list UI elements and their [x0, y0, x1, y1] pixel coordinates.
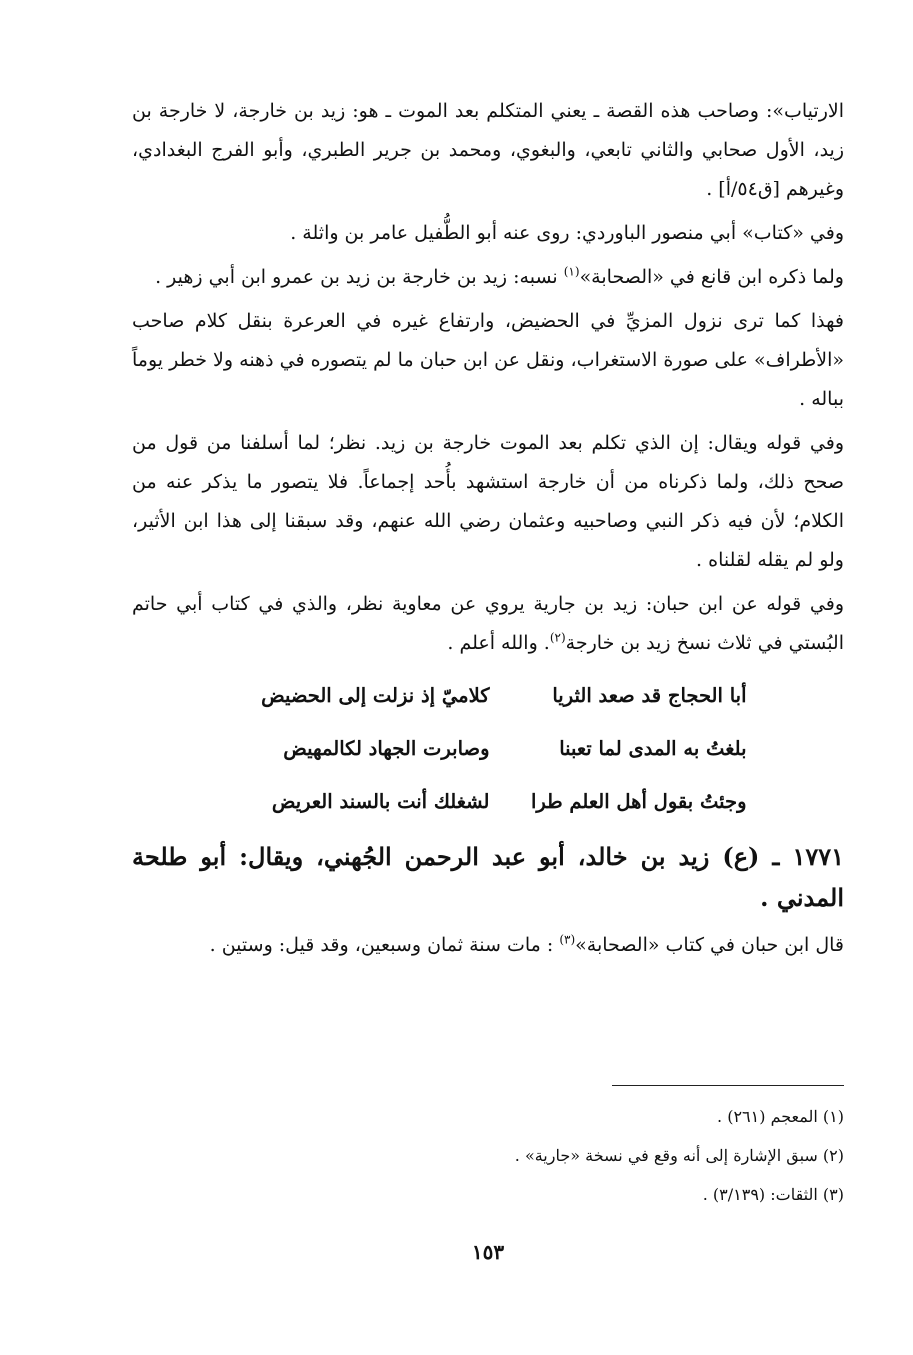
verse-first-hemistich: بلغتُ به المدى لما تعبنا	[559, 737, 747, 760]
paragraph-4: فهذا كما ترى نزول المزيِّ في الحضيض، وارتفاع غيره في العرعرة بنقل كلام صاحب «الأطراف» على صورة الاستغراب، ونقل عن ابن حبان ما لم يتصوره في ذهنه ولا خطر يوماً بباله .	[132, 310, 844, 410]
poem-verse	[132, 669, 844, 722]
page	[132, 92, 844, 1342]
verse-second-hemistich: كلاميّ إذ نزلت إلى الحضيض	[261, 684, 490, 707]
poem	[132, 669, 844, 828]
paragraph-3-text-b: نسبه: زيد بن خارجة بن زيد بن عمرو ابن أبي زهير .	[155, 266, 564, 288]
poem-verse	[132, 775, 844, 828]
paragraph-6	[132, 585, 844, 663]
paragraph-7-text-a: قال ابن حبان في كتاب «الصحابة»	[575, 934, 844, 956]
paragraph-6-text-b: . والله أعلم .	[447, 632, 550, 654]
footnote-ref-2[interactable]: (٢)	[549, 630, 566, 645]
paragraph-5: وفي قوله ويقال: إن الذي تكلم بعد الموت خارجة بن زيد. نظر؛ لما أسلفنا من قول من صحح ذلك، ولما ذكرناه من أن خارجة استشهد بأُحد إجماعاً. فلا يتصور ما يذكر عنه من الكلام؛ لأن فيه ذكر النبي وصاحبيه وعثمان رضي الله عنهم، وقد سبقنا إلى هذا ابن الأثير، ولو لم يقله لقلناه .	[132, 432, 844, 571]
verse-first-hemistich: أبا الحجاج قد صعد الثريا	[552, 684, 747, 707]
footnote-1: (١) المعجم (٢٦١) .	[717, 1107, 844, 1126]
footnotes	[132, 1097, 844, 1214]
verse-second-hemistich: لشغلك أنت بالسند العريض	[271, 790, 490, 813]
paragraph-1: الارتياب»: وصاحب هذه القصة ـ يعني المتكلم بعد الموت ـ هو: زيد بن خارجة، لا خارجة بن زيد، الأول صحابي والثاني تابعي، والبغوي، ومحمد بن جرير الطبري، وأبو الفرج البغدادي، وغيرهم [ق٥٤/أ] .	[132, 100, 844, 200]
page-number: ١٥٣	[471, 1240, 505, 1264]
verse-second-hemistich: وصابرت الجهاد لكالمهيض	[283, 737, 490, 760]
paragraph-7-text-b: : مات سنة ثمان وسبعين، وقد قيل: وستين .	[209, 934, 560, 956]
footnote-ref-1[interactable]: (١)	[563, 264, 580, 279]
paragraph-3	[132, 258, 844, 297]
paragraph-3-text-a: ولما ذكره ابن قانع في «الصحابة»	[579, 266, 844, 288]
paragraph-7	[132, 926, 844, 965]
paragraph-6-text-a: وفي قوله عن ابن حبان: زيد بن جارية يروي عن معاوية نظر، والذي في كتاب أبي حاتم البُستي في ثلاث نسخ زيد بن خارجة	[132, 593, 844, 654]
entry-heading: ١٧٧١ ـ (ع) زيد بن خالد، أبو عبد الرحمن الجُهني، ويقال: أبو طلحة المدني .	[132, 842, 844, 912]
footnote-ref-3[interactable]: (٣)	[559, 932, 576, 947]
footnote-3: (٣) الثقات: (٣/١٣٩) .	[702, 1185, 844, 1204]
poem-verse	[132, 722, 844, 775]
footnote-2: (٢) سبق الإشارة إلى أنه وقع في نسخة «جارية» .	[514, 1146, 844, 1165]
paragraph-2: وفي «كتاب» أبي منصور الباوردي: روى عنه أبو الطُّفيل عامر بن واثلة .	[290, 222, 844, 244]
verse-first-hemistich: وجئتُ بقول أهل العلم طرا	[530, 790, 747, 813]
footnote-divider	[612, 1085, 844, 1086]
